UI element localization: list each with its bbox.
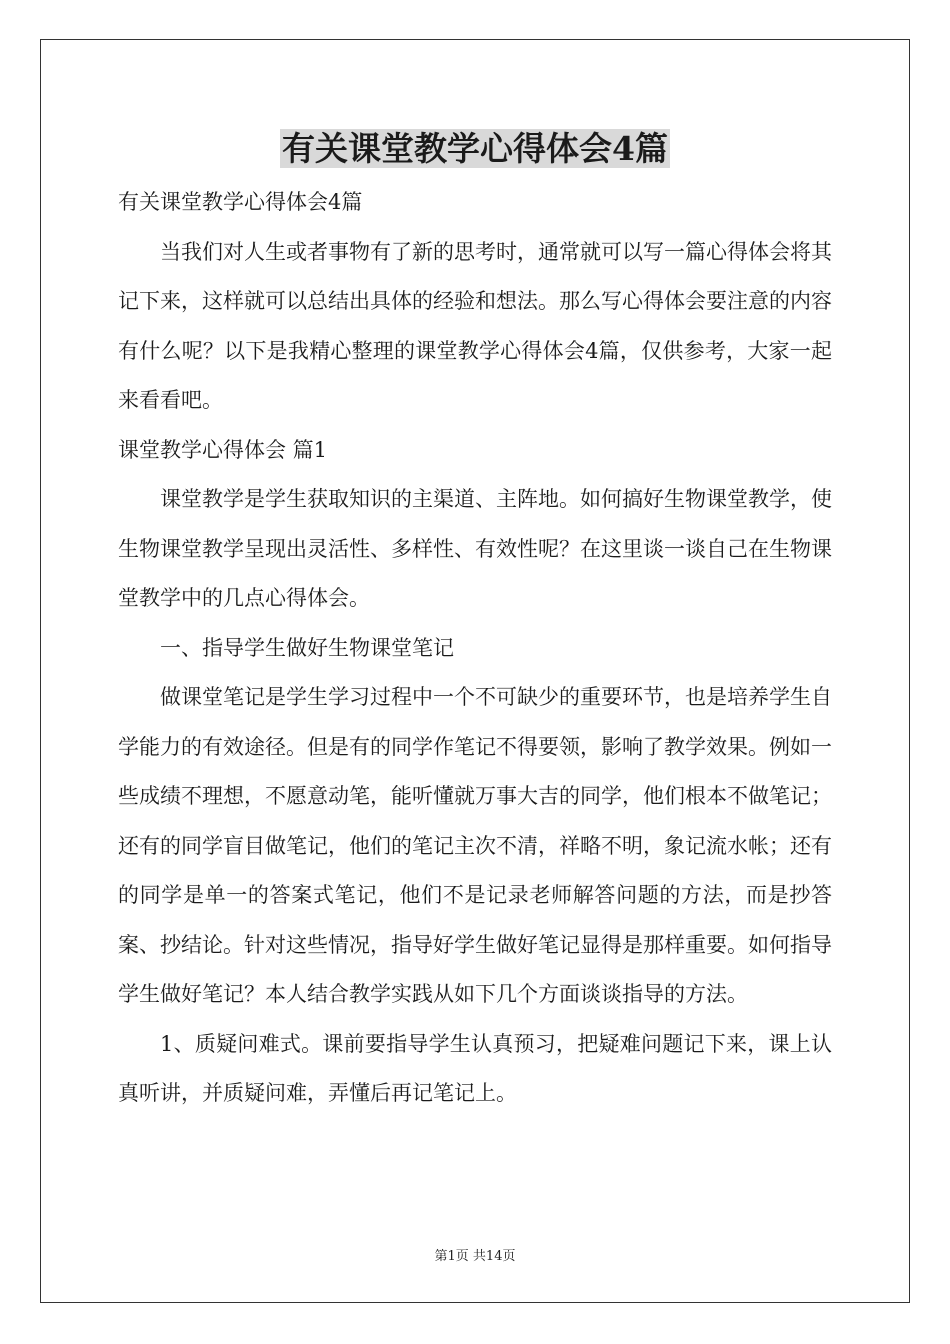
subsection-heading: 一、指导学生做好生物课堂笔记 bbox=[160, 635, 454, 660]
body-paragraph: 课堂教学是学生获取知识的主渠道、主阵地。如何搞好生物课堂教学，使生物课堂教学呈现出灵活性、多样性、有效性呢？在这里谈一谈自己在生物课堂教学中的几点心得体会。 bbox=[118, 487, 832, 610]
body-paragraph: 做课堂笔记是学生学习过程中一个不可缺少的重要环节，也是培养学生自学能力的有效途径。但是有的同学作笔记不得要领，影响了教学效果。例如一些成绩不理想，不愿意动笔，能听懂就万事大吉的同学，他们根本不做笔记；还有的同学盲目做笔记，他们的笔记主次不清，祥略不明，象记流水帐；还有的同学是单一的答案式笔记，他们不是记录老师解答问题的方法，而是抄答案、抄结论。针对这些情况，指导好学生做好笔记显得是那样重要。如何指导学生做好笔记？本人结合教学实践从如下几个方面谈谈指导的方法。 bbox=[118, 685, 832, 1006]
document-subtitle: 有关课堂教学心得体会4篇 bbox=[118, 190, 363, 214]
intro-paragraph: 当我们对人生或者事物有了新的思考时，通常就可以写一篇心得体会将其记下来，这样就可以总结出具体的经验和想法。那么写心得体会要注意的内容有什么呢？以下是我精心整理的课堂教学心得体会4篇，仅供参考，大家一起来看看吧。 bbox=[118, 239, 832, 412]
document-title-text: 有关课堂教学心得体会4篇 bbox=[282, 129, 668, 168]
section-heading: 课堂教学心得体会 篇1 bbox=[118, 437, 328, 462]
page-footer: 第1页 共14页 bbox=[434, 1249, 516, 1264]
document-title bbox=[0, 126, 950, 172]
document-body bbox=[118, 178, 832, 1119]
body-paragraph: 1、质疑问难式。课前要指导学生认真预习，把疑难问题记下来，课上认真听讲，并质疑问难，弄懂后再记笔记上。 bbox=[118, 1031, 832, 1105]
